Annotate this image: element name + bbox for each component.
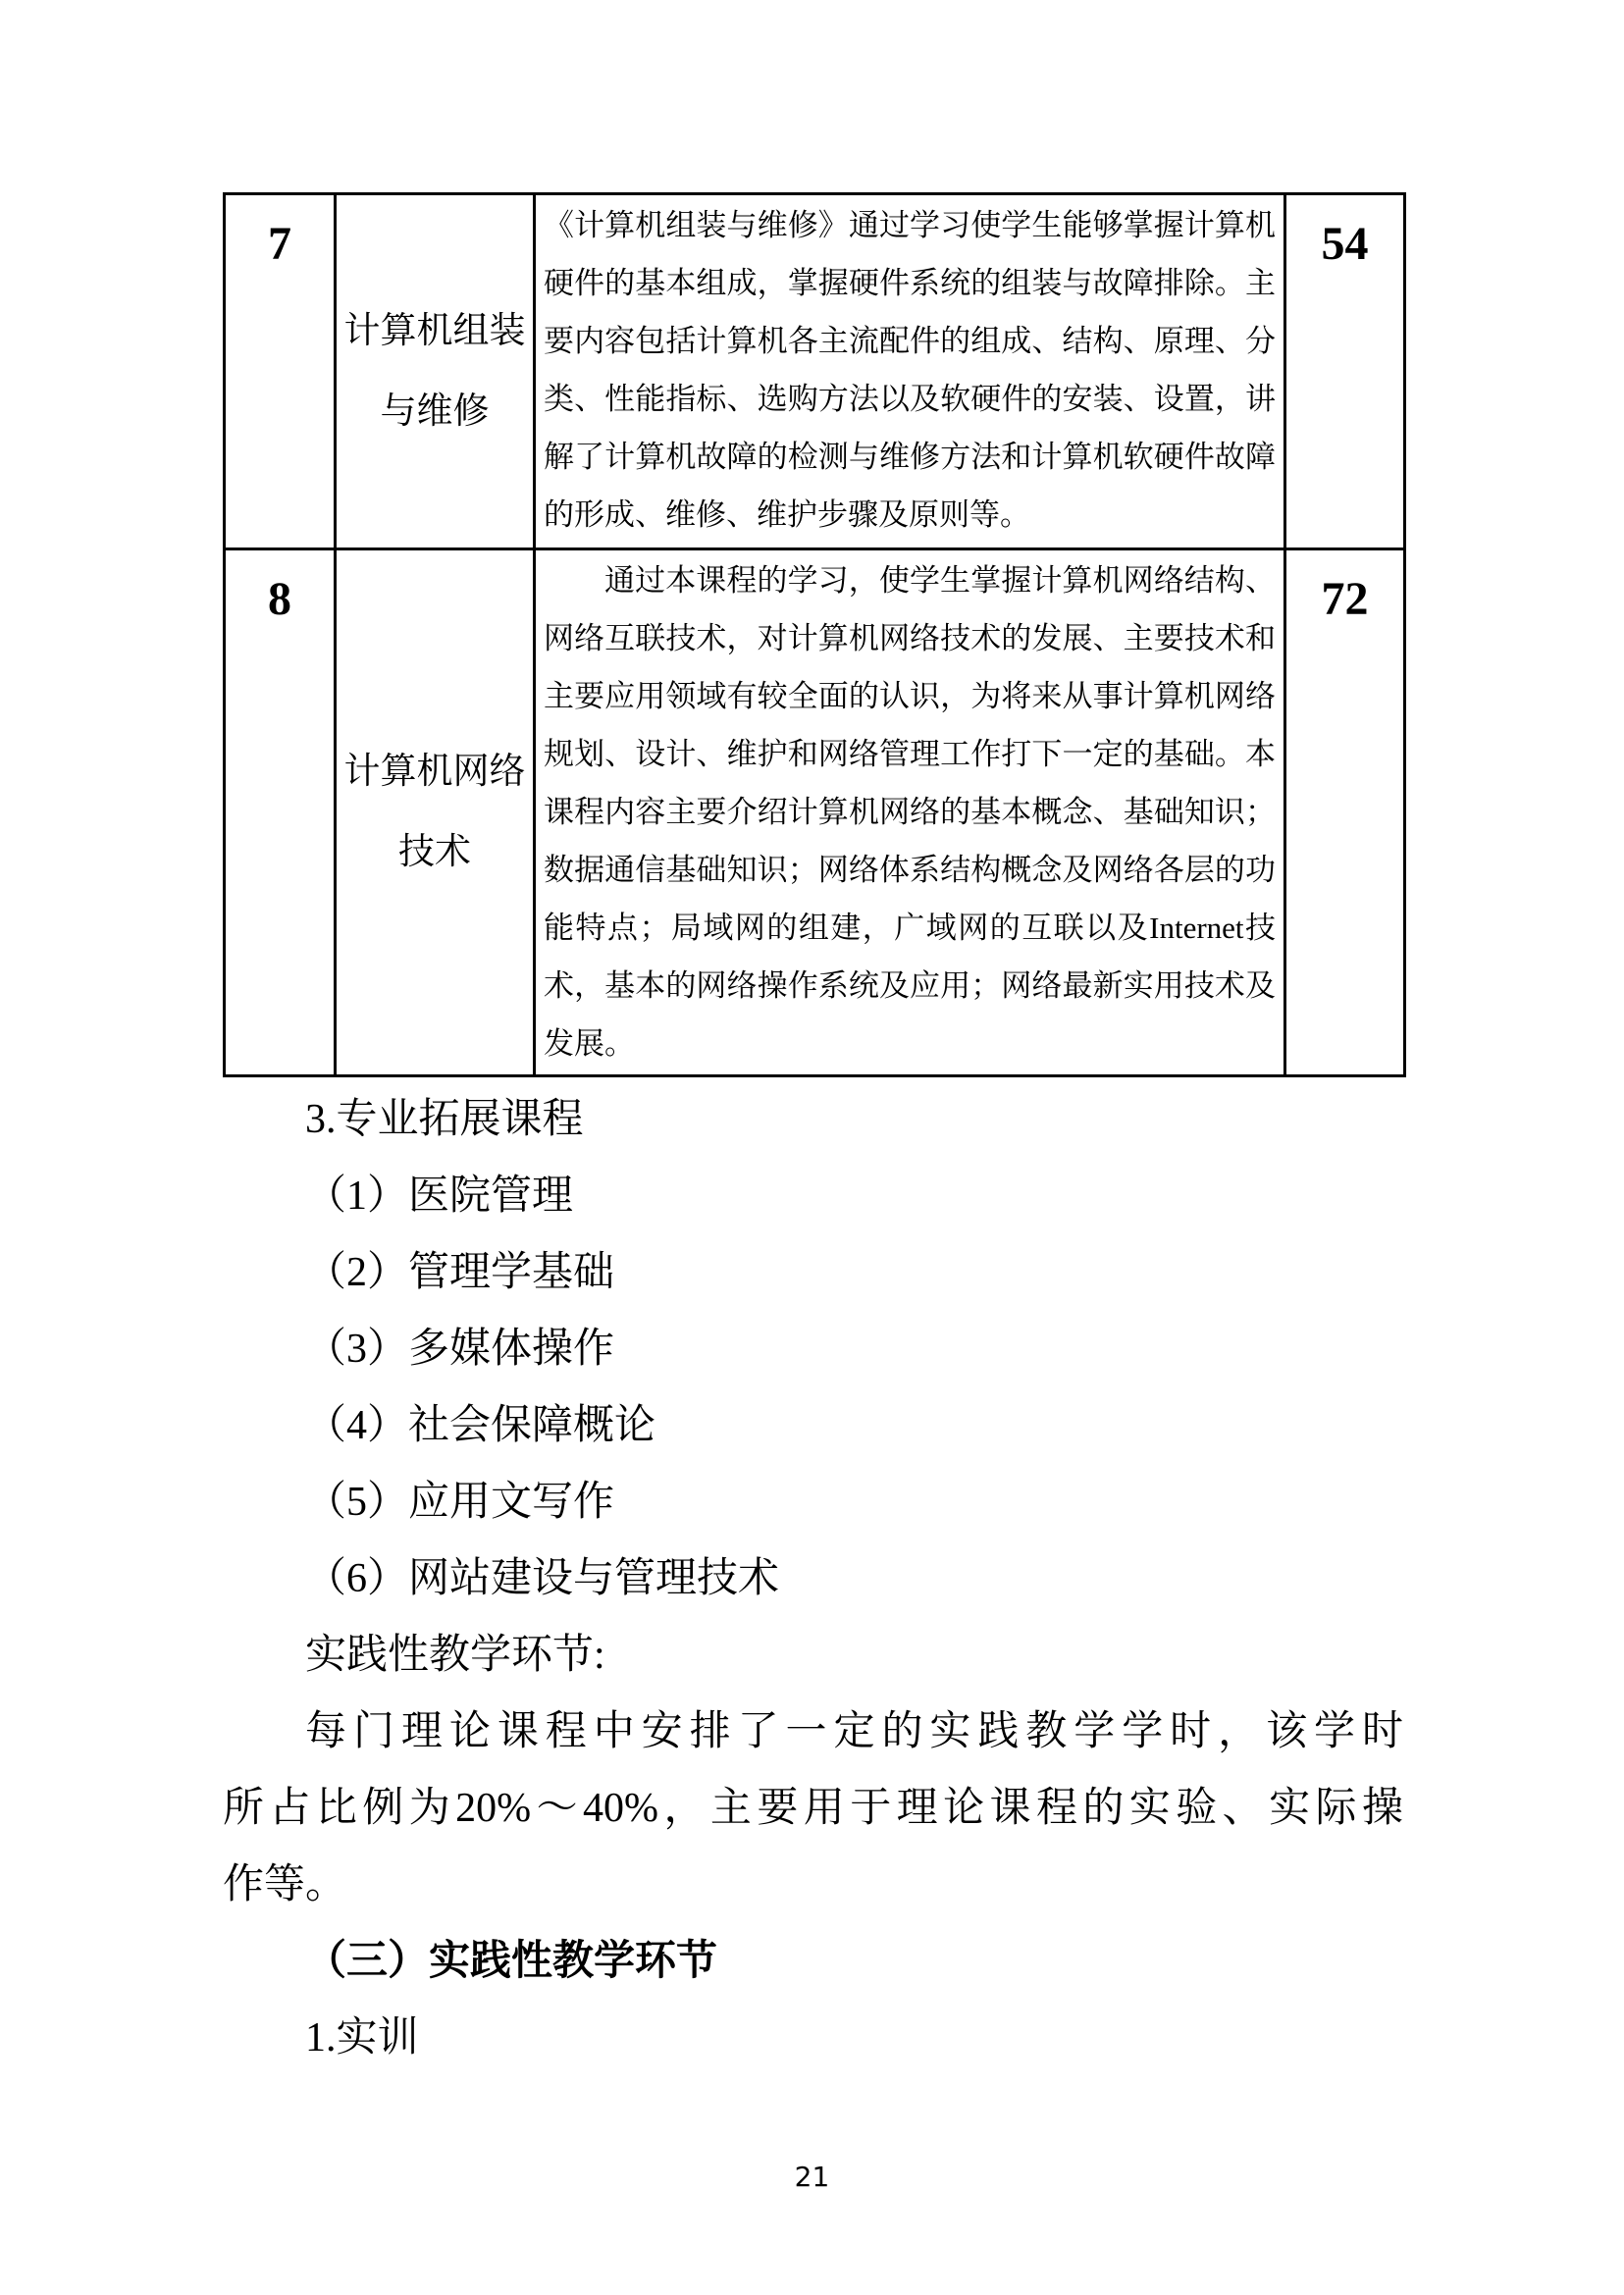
paragraph-line: 作等。 <box>223 1862 347 1907</box>
description-line: 课程内容主要介绍计算机网络的基本概念、基础知识； <box>544 795 1276 829</box>
description-line: 的形成、维修、维护步骤及原则等。 <box>544 497 1030 532</box>
list-heading-extension-courses: 3.专业拓展课程 <box>305 1097 584 1142</box>
course-8-name-cell <box>336 549 535 1076</box>
description-line: 主要应用领域有较全面的认识，为将来从事计算机网络 <box>544 679 1276 713</box>
subsection-heading-training: 1.实训 <box>305 2015 419 2060</box>
description-line: 《计算机组装与维修》通过学习使学生能够掌握计算机 <box>544 208 1276 242</box>
description-line: 数据通信基础知识；网络体系结构概念及网络各层的功 <box>544 853 1276 887</box>
list-item: （3）多媒体操作 <box>305 1327 615 1372</box>
description-line: 解了计算机故障的检测与维修方法和计算机软硬件故障 <box>544 440 1276 474</box>
course-8-index: 8 <box>225 549 336 1076</box>
description-line: 硬件的基本组成，掌握硬件系统的组装与故障排除。主 <box>544 266 1276 300</box>
course-8-description-cell <box>535 549 1285 1076</box>
description-line: 类、性能指标、选购方法以及软硬件的安装、设置，讲 <box>544 382 1276 416</box>
course-7-name-line: 与维修 <box>380 391 490 432</box>
course-7-description-cell <box>535 194 1285 549</box>
list-item: （2）管理学基础 <box>305 1250 615 1295</box>
description-line: 规划、设计、维护和网络管理工作打下一定的基础。本 <box>544 737 1276 771</box>
list-item: （1）医院管理 <box>305 1174 574 1219</box>
page-number: 21 <box>794 2161 830 2193</box>
section-heading-practical-teaching: （三）实践性教学环节 <box>305 1939 718 1984</box>
table-row-course-7 <box>225 194 1405 549</box>
course-8-name-line: 技术 <box>398 832 471 872</box>
description-line: 网络互联技术，对计算机网络技术的发展、主要技术和 <box>544 621 1276 655</box>
paragraph-line: 每门理论课程中安排了一定的实践教学学时，该学时 <box>305 1709 1403 1754</box>
course-7-index: 7 <box>225 194 336 549</box>
list-item: （5）应用文写作 <box>305 1480 615 1525</box>
course-8-hours: 72 <box>1285 549 1405 1076</box>
course-7-name-cell <box>336 194 535 549</box>
description-line: 通过本课程的学习，使学生掌握计算机网络结构、 <box>604 563 1276 598</box>
course-7-description <box>544 196 1276 546</box>
course-8-description <box>544 551 1276 1073</box>
table-row-course-8 <box>225 549 1405 1076</box>
paragraph-label-practical-teaching: 实践性教学环节: <box>305 1633 605 1678</box>
course-table <box>223 192 1406 1077</box>
course-7-hours: 54 <box>1285 194 1405 549</box>
description-line: 能特点；局域网的组建，广域网的互联以及Internet技 <box>544 911 1276 945</box>
description-line: 要内容包括计算机各主流配件的组成、结构、原理、分 <box>544 324 1276 358</box>
body-text <box>223 1081 1403 2076</box>
description-line: 发展。 <box>544 1026 635 1061</box>
description-line: 术，基本的网络操作系统及应用；网络最新实用技术及 <box>544 968 1276 1003</box>
list-item: （6）网站建设与管理技术 <box>305 1556 780 1601</box>
course-8-name-line: 计算机网络 <box>343 752 526 792</box>
list-item: （4）社会保障概论 <box>305 1403 656 1448</box>
course-7-name-line: 计算机组装 <box>343 310 526 351</box>
paragraph-line: 所占比例为20%～40%，主要用于理论课程的实验、实际操 <box>223 1786 1403 1831</box>
